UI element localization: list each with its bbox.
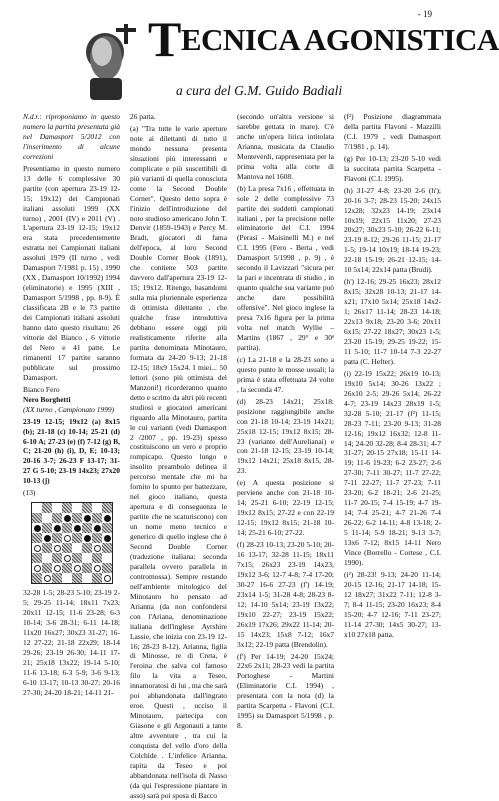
board-square bbox=[32, 553, 42, 563]
board-square bbox=[42, 523, 52, 533]
white-piece bbox=[64, 555, 71, 562]
chess-king-logo-icon bbox=[72, 22, 140, 102]
board-square bbox=[62, 543, 72, 553]
board-square bbox=[32, 533, 42, 543]
note-h-prime: (h') 12-16; 29-25 16x23; 28x12 8x15; 32x28 10-13; 21-17 14-x21; 17x10 5x14; 25x18 14x2-1; 26x17 11-14; 28-23 14-18; 22x13 9x18; 23-20 3-6; 20x11 6x15; 27-22 18x27; 30x23 1-5; 23-20 15-19; 29-25 19-22; 15-11 5-10; 11-7 10-14 7-3 22-27 patta (C. Hefter). bbox=[344, 277, 441, 366]
board-square bbox=[72, 543, 82, 553]
white-piece bbox=[104, 575, 111, 582]
board-square bbox=[42, 563, 52, 573]
board-square bbox=[82, 553, 92, 563]
board-square bbox=[42, 533, 52, 543]
board-square bbox=[32, 513, 42, 523]
black-piece bbox=[104, 535, 111, 542]
board-square bbox=[32, 573, 42, 583]
note-f: (f) 28-23 10-13; 23-20 5-10; 20-16 13-17; 32-28 11-15; 18x11 7x15; 26x23 23-19 14x23; 19x12 3-6; 12-7 4-8; 7-4 17-20; 30-27 16-6 27-23 (f') 14-19; 23x14 1-5; 31-28 4-8; 28-23 8-12; 14-10 5x14; 23-19 13x22; 19x10 22-27; 23-19 15x22; 26x19 17x26; 29x22 11-14; 20-15 14x23; 15x8 7-12; 16x7 3x12; 22-19 patta (Brendolin). bbox=[237, 540, 334, 649]
board-square bbox=[72, 563, 82, 573]
board-square bbox=[92, 573, 102, 583]
board-square bbox=[52, 543, 62, 553]
board-square bbox=[92, 553, 102, 563]
board-square bbox=[42, 503, 52, 513]
board-square bbox=[102, 523, 112, 533]
white-piece bbox=[94, 565, 101, 572]
board-square bbox=[102, 563, 112, 573]
board-square bbox=[102, 573, 112, 583]
black-piece bbox=[84, 535, 91, 542]
article-title bbox=[148, 11, 499, 67]
board-square bbox=[42, 543, 52, 553]
white-piece bbox=[94, 545, 101, 552]
board-square bbox=[32, 503, 42, 513]
black-piece bbox=[74, 525, 81, 532]
board-square bbox=[102, 543, 112, 553]
board-square bbox=[102, 533, 112, 543]
board-square bbox=[92, 543, 102, 553]
note-c: (c) La 21-18 e la 28-23 sono a questo punto le mosse usuali; la prima è stata effettuata 24 volte , la seconda 47. bbox=[237, 354, 334, 394]
byline: a cura del G.M. Guido Badiali bbox=[176, 83, 343, 98]
board-square bbox=[72, 503, 82, 513]
diagram-caption: (13) bbox=[23, 488, 36, 498]
white-piece bbox=[34, 565, 41, 572]
board-square bbox=[82, 503, 92, 513]
board-square bbox=[72, 513, 82, 523]
board-square bbox=[52, 533, 62, 543]
note-a-continued: (secondo un'altra versione si sarebbe gettata in mare). C'è anche un'opera lirica intitolata Arianna, musicata da Claudio Monteverdi, rappresentata per la prima volta alla corte di Mantova nel 1608. bbox=[237, 112, 334, 181]
black-piece bbox=[54, 525, 61, 532]
page-number: - 19 bbox=[417, 9, 432, 19]
board-square bbox=[52, 513, 62, 523]
board-square bbox=[42, 573, 52, 583]
board-square bbox=[52, 523, 62, 533]
player-black: Nero Borghetti bbox=[23, 394, 71, 404]
board-square bbox=[92, 533, 102, 543]
board-square bbox=[72, 553, 82, 563]
column-3 bbox=[237, 112, 334, 731]
board-square bbox=[62, 523, 72, 533]
board-square bbox=[102, 503, 112, 513]
note-d: (d) 28-23 14x21; 25x18: posizione raggiungibile anche con 21-18 10-14; 23-19 14x21; 25x18 12-15; 19x12 8x15; 28-23 (variante dell'Aurelianai) e con 21-18 12-15; 23-19 10-14; 19x12 14x21; 25x18 8x15, 28-23. bbox=[237, 396, 334, 476]
board-square bbox=[82, 543, 92, 553]
board-square bbox=[92, 563, 102, 573]
note-e: (e) A questa posizione si perviene anche con 21-18 10-14; 25-21 6-10; 22-19 12-15; 19x12 8x15; 27-22 e con 22-19 12-15; 19x12 8x15; 21-18 10-14; 25-21 6-10; 27-22. bbox=[237, 478, 334, 538]
board-square bbox=[62, 513, 72, 523]
player-white: Bianco Fero bbox=[23, 384, 60, 394]
note-g: (g) Per 10-13; 23-20 5-10 vedi la succitata partita Scarpetta - Flavoni (C.I. 1995). bbox=[344, 153, 441, 183]
game-continuation: 32-28 1-5; 28-23 5-10; 23-19 2-5; 29-25 11-14; 18x11 7x23; 20x11 12-15; 11-6 23-28; 6-3 10-14; 3-6 28-31; 6-11 14-18; 11x20 16x27; 30x23 31-27; 16-12 27-22; 21-18 22x29; 18-14 29-26; 23-19 26-30; 14-11 17-21; 25x18 13x22; 19-14 5-10; 11-6 13-18; 6-3 5-9; 3-6 9-13; 6-10 13-17; 10-13 30-27; 20-16 27-30; 24-20 18-21; 14-11 21- bbox=[23, 588, 120, 697]
board-square bbox=[32, 523, 42, 533]
game-result: 26 patta. bbox=[130, 112, 156, 121]
board-square bbox=[62, 503, 72, 513]
board-square bbox=[52, 553, 62, 563]
note-i: (i) 22-19 15x22; 26x19 10-13; 19x10 5x14; 30-26 13x22 ; 26x10 2-5; 29-26 5x14; 26-22 4-7; 23-19 14x23 28x19 1-5; 32-28 5-10; 21-17 (f²) 11-15; 28-23 7-11; 23-20 9-13; 31-28 12-16; 19x12 16x32; 12-8 11-14; 24-20 32-28; 8-4 28-31; 4-7 31-27; 20-15 27x18; 15-11 14-19; 11-6 19-23; 6-2 23-27; 2-6 27-30; 7-11 30-27; 11-7 27-22; 7-11 22-27; 11-7 27-23; 7-11 23-20; 6-2 18-21; 2-6 21-25; 11-7 20-15; 7-4 15-19; 4-7 19-14; 7-4 25-21; 4-7 21-26 7-4 26-22; 6-2 14-11; 4-8 13-18; 2-5 11-14; 5-9 18-21; 9-13 3-7; 13x6 7-12; 8x15 14-11 Nero Vince (Borrello - Cortese , C.I. 1990). bbox=[344, 368, 441, 567]
board-square bbox=[42, 553, 52, 563]
board-square bbox=[102, 513, 112, 523]
board-square bbox=[72, 573, 82, 583]
title-rest: ECNICA AGONISTICA bbox=[180, 22, 499, 57]
board-square bbox=[72, 533, 82, 543]
board-square bbox=[32, 563, 42, 573]
board-square bbox=[62, 533, 72, 543]
white-piece bbox=[54, 565, 61, 572]
title-initial: T bbox=[148, 11, 181, 67]
game-event: (XX turno , Campionato 1999) bbox=[23, 404, 115, 414]
board-square bbox=[62, 553, 72, 563]
note-f-prime: (f') Per 14-19; 24-20 15x24; 22x6 2x11; 28-23 vedi la partita Portoghese - Martini (Eliminatorie C.I. 1994) , presentata con la nota (d) la partita Scarpetta - Flavoni (C.I. 1995) su Damasport 5/1998 , p. 8. bbox=[237, 651, 334, 731]
board-square bbox=[92, 503, 102, 513]
note-h: (h) 31-27 4-8; 23-20 2-6 (h'); 20-16 3-7; 28-23 15-20; 24x15 12x28; 32x23 14-19; 23x14 10x19; 22x15 11x20; 27-23 20x27; 30x23 5-10; 26-22 6-11; 23-19 8-12; 29-26 11-15; 21-17 1-5; 19-14 10x19; 18-14 19-23; 22-18 15-19; 26-21 12-15; 14-10 5x14; 22x14 patta (Brudi). bbox=[344, 185, 441, 275]
white-piece bbox=[54, 545, 61, 552]
black-piece bbox=[84, 515, 91, 522]
board-square bbox=[62, 563, 72, 573]
white-piece bbox=[74, 565, 81, 572]
board-square bbox=[52, 503, 62, 513]
column-1 bbox=[23, 112, 120, 697]
board-square bbox=[102, 553, 112, 563]
board-square bbox=[82, 563, 92, 573]
editor-note: N.d.r.: riproponiamo in questo numero la partita presentata già nel Damasport 5/2012 con l'inserimento di alcune correzioni bbox=[23, 112, 120, 161]
article-body bbox=[23, 112, 441, 800]
black-piece bbox=[104, 515, 111, 522]
draughts-diagram bbox=[31, 502, 113, 584]
intro-paragraph: Presentiamo in questo numero 13 delle 6 complessive 30 partite (con apertura 23-19 12-15; 19x12) dei Campionati italiani assoluti 1999 (XX turno) , 2001 (IV) e 2011 (V) . L'apertura 23-19 12-15; 19x12 era stata precedentemente estratta nei Campionati italiani assoluti 1979 (II turno , vedi Damasport 7/1981 p. 15) , 1990 (XX , Damasport 10/1992) 1994 (eliminatorie) e 1995 (XIII , Damasport 5/1998 , pp. 8-9). È classificata 2B e le 73 partite dei Campionati italiani assoluti hanno dato questo risultato: 26 vittorie del Bianco , 6 vittorie del Nero e 41 patte. Le rimanenti 17 partite saranno pubblicate sul prossimo Damasport. bbox=[23, 163, 120, 382]
board-square bbox=[62, 573, 72, 583]
note-f2: (f²) Posizione diagrammata della partita Flavoni - Mazzilli (C.I. 1979 , vedi Damasport 7/1981 , p. 14). bbox=[344, 112, 441, 151]
board-square bbox=[92, 523, 102, 533]
board-square bbox=[92, 513, 102, 523]
note-a: (a) "Tra tutte le varie aperture note ai dilettanti di tutto il mondo nessuna presenta situazioni più interessanti e complicate e più suscettibili di più varianti di quella conosciuta come la Second Double Corner". Questo detto sopra è l'inizio dell'introduzione del noto studioso americano John T. Denvir (1859-1943) e Percy M. Bradt, giocatori di fama dell'epoca, al loro Second Double Corner Book (1891), che contiene 503 partite davvero dall'apertura 23-19 12-15; 19x12. Ritengo, basandomi sulla mia pluriennale esperienza di ottimista dilettante , che qualche frase introduttiva debbano essere oggi più realisticamente riferite alla partita denominata Minotauro, formata da 24-20 9-13; 21-18 12-15; 18x9 15x24. I miei... 50 lettori (sono più ottimista del Manzoni!) ricorderanno quanto detto e scritto da altri più recenti studiosi e giocatori americani riguardo alla Minotauro, partita le cui varianti (vedi Damasport 2 /2007 , pp. 19-23) spesso costituiscono un vero e proprio rompicapo. Questo lungo e insolito preambolo delinea il percorso mentale che mi ha fornito lo spunto per battezzare, nel gioco italiano, questa apertura e di conseguenza le partite che ne scaturiscono) con un nome meno tecnico e generico di quello inglese che è Second Double Corner (traduzione italiana: seconda parallela ovvero parallela in contromossa). Sempre restando nell'ambiente mitologico del Minotauro ho pensato ad Arianna (da non confondersi con l'Ariana, denominazione italiana dell'inglese Ayrshire Lassie, che inizia con 23-19 12-16; 28-23 8-12). Arianna, figlia di Minosse, re di Creta, è l'eroina che salva col famoso filo la vita a Teseo, innamoratosi di lui , ma che sarà poi abbandonata dall'ingrato eroe. Questi , ucciso il Minotauro, partecipa con Giasone e gli Argonauti a tante altre avventure , tra cui la conquista del vello d'oro della Colchide . L'infelice Arianna, rapita da Teseo e poi abbandonata nell'isola di Nasso (da qui l'espressione piantare in asso) sarà poi sposa di Bacco bbox=[130, 123, 227, 800]
board-square bbox=[82, 513, 92, 523]
board-square bbox=[82, 573, 92, 583]
column-4 bbox=[344, 112, 441, 639]
white-piece bbox=[64, 535, 71, 542]
board-square bbox=[52, 573, 62, 583]
board-square bbox=[82, 523, 92, 533]
black-piece bbox=[34, 525, 41, 532]
note-b: (b) La presa 7x16 , effettuata in sole 2 delle complessive 73 partite dei suddetti campionati italiani , per la precisione nelle eliminatorie del C.I. 1994 (Perasi - Maisinelli M.) e nel C.I. 1995 (Fero - Berta , vedi Damasport 5/1998 , p. 9) , è secondo il Lavizzari "sicura per la pari e incentrata di studio , in quanto qualche sua variante può anche dare possibilità offensive". Nel gioco inglese la presa 7x16 figura per la prima volta nel match Wyllie – Martins (1867 , 29° e 30ª partita). bbox=[237, 183, 334, 352]
black-piece bbox=[44, 535, 51, 542]
column-2 bbox=[130, 112, 227, 800]
note-i2: (i²) 28-23! 9-13; 24-20 11-14; 20-15 12-16; 21-17 14-18; 15-12 18x27; 31x22 7-11; 12-8 3-7; 8-4 11-15; 23-20 16x23; 8-4 15-20; 4-7 12-16; 7-11 23-27; 11-14 27-30; 14x5 30-27; 13-x10 27x18 patta. bbox=[344, 569, 441, 639]
board-square bbox=[72, 523, 82, 533]
black-piece bbox=[94, 525, 101, 532]
game-moves: 23-19 12-15; 19x12 (a) 8x15 (b); 21-18 (c) 10-14; 25-21 (d) 6-10 A; 27-23 (e) (f) 7-12 (g) B, C; 21-20 (h) (i), D, E; 10-13; 20-16 3-7; 26-23 F 13-17; 31-27 G 5-10; 23-19 14x23; 27x20 10-13 (j) bbox=[23, 416, 120, 486]
white-piece bbox=[34, 545, 41, 552]
white-piece bbox=[44, 575, 51, 582]
black-piece bbox=[64, 515, 71, 522]
board-square bbox=[42, 513, 52, 523]
board-square bbox=[32, 543, 42, 553]
board-square bbox=[82, 533, 92, 543]
board-square bbox=[52, 563, 62, 573]
